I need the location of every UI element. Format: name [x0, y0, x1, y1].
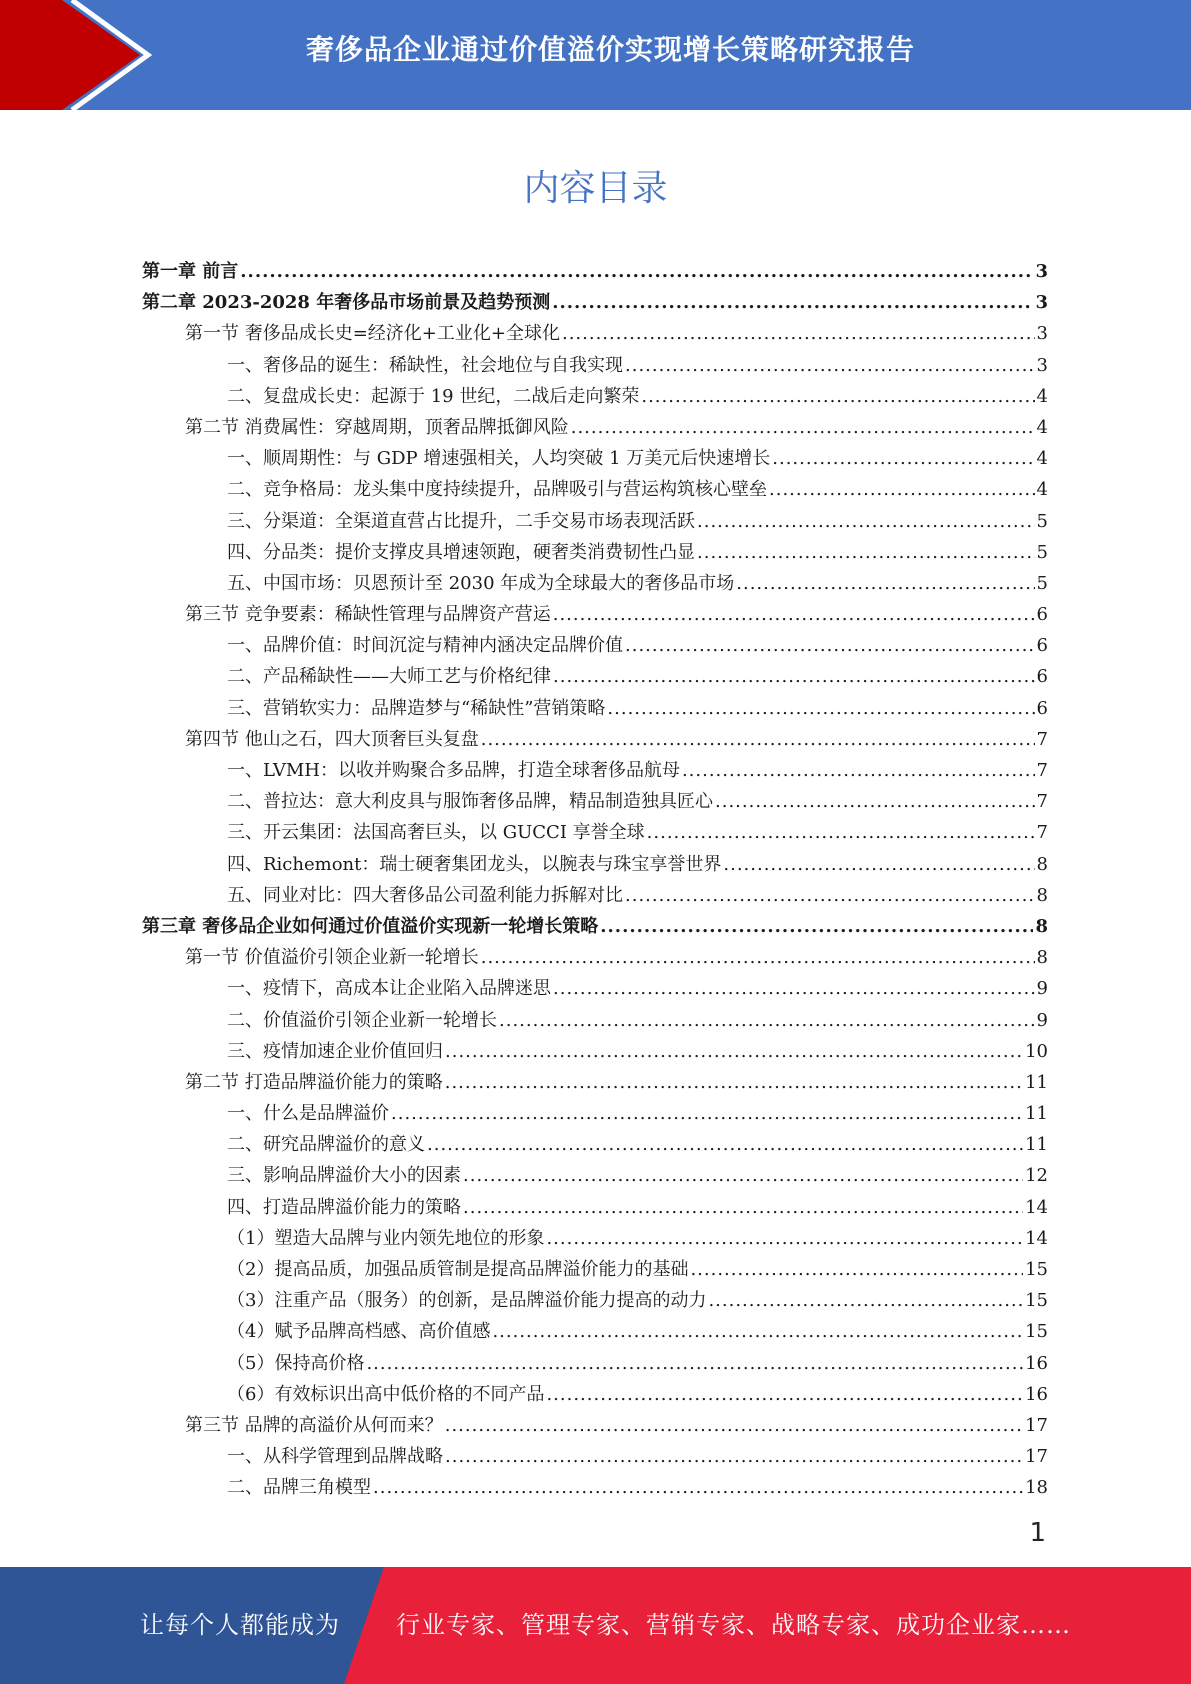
toc-entry-title: （2）提高品质，加强品质管制是提高品牌溢价能力的基础	[227, 1259, 689, 1280]
toc-entry-page: 5	[1036, 510, 1048, 532]
toc-dot-leader	[481, 942, 1035, 973]
toc-dot-leader	[769, 474, 1035, 505]
toc-entry[interactable]	[142, 318, 1048, 349]
toc-entry[interactable]	[142, 817, 1048, 848]
toc-entry-page: 17	[1025, 1414, 1048, 1436]
toc-entry-title: （5）保持高价格	[227, 1352, 365, 1374]
toc-entry-title: 第一节 价值溢价引领企业新一轮增长	[185, 947, 479, 969]
toc-entry-page: 18	[1025, 1477, 1048, 1499]
toc-dot-leader	[373, 1472, 1023, 1503]
toc-entry-page: 3	[1036, 354, 1048, 376]
toc-dot-leader	[445, 1036, 1023, 1067]
toc-entry[interactable]	[142, 911, 1048, 942]
toc-entry[interactable]	[142, 1441, 1048, 1472]
toc-entry-title: 第四节 他山之石，四大顶奢巨头复盘	[185, 728, 479, 750]
toc-entry-page: 11	[1025, 1134, 1048, 1156]
footer-band	[0, 1567, 1191, 1684]
toc-entry-title: 三、疫情加速企业价值回归	[227, 1040, 443, 1062]
toc-entry-page: 15	[1025, 1321, 1048, 1343]
toc-dot-leader	[445, 1067, 1023, 1098]
toc-entry[interactable]	[142, 1254, 1048, 1285]
toc-dot-leader	[625, 880, 1035, 911]
toc-entry[interactable]	[142, 880, 1048, 911]
toc-entry-title: 第二章 2023-2028 年奢侈品市场前景及趋势预测	[142, 292, 551, 314]
toc-dot-leader	[463, 1192, 1023, 1223]
toc-entry[interactable]	[142, 1410, 1048, 1441]
toc-entry-title: 第一章 前言	[142, 261, 239, 282]
toc-entry[interactable]	[142, 661, 1048, 692]
toc-entry[interactable]	[142, 1098, 1048, 1129]
toc-dot-leader	[445, 1410, 1023, 1441]
toc-dot-leader	[736, 568, 1034, 599]
toc-entry[interactable]	[142, 474, 1048, 505]
toc-entry-title: 一、从科学管理到品牌战略	[227, 1446, 443, 1468]
toc-entry-page: 8	[1035, 915, 1048, 937]
toc-entry-title: 第二节 打造品牌溢价能力的策略	[185, 1071, 443, 1093]
toc-entry[interactable]	[142, 1472, 1048, 1503]
table-of-contents	[142, 256, 1048, 1504]
toc-entry-title: 第三节 竞争要素：稀缺性管理与品牌资产营运	[185, 604, 551, 626]
toc-entry[interactable]	[142, 1067, 1048, 1098]
toc-entry-title: 二、竞争格局：龙头集中度持续提升，品牌吸引与营运构筑核心壁垒	[227, 479, 767, 501]
toc-entry-page: 3	[1036, 323, 1048, 345]
toc-entry-page: 7	[1036, 791, 1048, 813]
toc-entry-page: 4	[1036, 448, 1048, 470]
toc-entry-page: 10	[1025, 1040, 1048, 1062]
toc-dot-leader	[625, 350, 1035, 381]
toc-heading: 内容目录	[523, 168, 668, 209]
toc-entry[interactable]	[142, 973, 1048, 1004]
toc-entry[interactable]	[142, 443, 1048, 474]
toc-entry[interactable]	[142, 381, 1048, 412]
toc-entry-title: 三、营销软实力：品牌造梦与“稀缺性”营销策略	[227, 697, 606, 719]
toc-entry-page: 5	[1036, 541, 1048, 563]
toc-entry[interactable]	[142, 942, 1048, 973]
toc-dot-leader	[625, 630, 1035, 661]
toc-entry-title: 三、分渠道：全渠道直营占比提升，二手交易市场表现活跃	[227, 510, 695, 532]
toc-entry-title: 三、开云集团：法国高奢巨头，以 GUCCI 享誉全球	[227, 822, 645, 844]
toc-entry[interactable]	[142, 1129, 1048, 1160]
toc-entry-title: （1）塑造大品牌与业内领先地位的形象	[227, 1227, 545, 1249]
toc-entry-page: 7	[1036, 760, 1048, 781]
toc-entry-title: 二、品牌三角模型	[227, 1477, 371, 1499]
toc-entry-title: 一、顺周期性：与 GDP 增速强相关，人均突破 1 万美元后快速增长	[227, 448, 771, 470]
toc-entry-page: 8	[1036, 884, 1048, 906]
toc-entry-page: 8	[1036, 947, 1048, 969]
toc-entry-title: 五、中国市场：贝恩预计至 2030 年成为全球最大的奢侈品市场	[227, 572, 735, 594]
toc-entry-page: 6	[1036, 697, 1048, 719]
toc-dot-leader	[463, 1160, 1023, 1191]
toc-entry-title: 四、分品类：提价支撑皮具增速领跑，硬奢类消费韧性凸显	[227, 541, 695, 563]
toc-entry[interactable]	[142, 1036, 1048, 1067]
toc-dot-leader	[600, 911, 1033, 942]
toc-dot-leader	[366, 1348, 1023, 1379]
toc-entry[interactable]	[142, 537, 1048, 568]
toc-entry-page: 15	[1025, 1259, 1048, 1280]
toc-dot-leader	[553, 973, 1035, 1004]
toc-entry-title: 一、疫情下，高成本让企业陷入品牌迷思	[227, 978, 551, 1000]
toc-entry-title: 第一节 奢侈品成长史=经济化+工业化+全球化	[185, 323, 560, 345]
toc-entry[interactable]	[142, 1348, 1048, 1379]
toc-dot-leader	[571, 412, 1035, 443]
toc-entry[interactable]	[142, 1379, 1048, 1410]
toc-dot-leader	[647, 817, 1035, 848]
toc-entry-title: 二、普拉达：意大利皮具与服饰奢侈品牌，精品制造独具匠心	[227, 791, 713, 813]
toc-entry[interactable]	[142, 786, 1048, 817]
toc-entry-page: 3	[1035, 292, 1048, 314]
toc-entry-page: 6	[1036, 666, 1048, 688]
toc-entry[interactable]	[142, 1223, 1048, 1254]
toc-entry[interactable]	[142, 1160, 1048, 1191]
toc-entry-title: 一、LVMH：以收并购聚合多品牌，打造全球奢侈品航母	[227, 760, 680, 781]
toc-entry[interactable]	[142, 568, 1048, 599]
toc-entry[interactable]	[142, 287, 1048, 318]
toc-dot-leader	[772, 443, 1034, 474]
toc-entry[interactable]	[142, 1005, 1048, 1036]
toc-entry[interactable]	[142, 350, 1048, 381]
toc-dot-leader	[546, 1379, 1023, 1410]
report-title: 奢侈品企业通过价值溢价实现增长策略研究报告	[305, 33, 915, 66]
toc-dot-leader	[607, 693, 1034, 724]
toc-entry-title: 第二节 消费属性：穿越周期，顶奢品牌抵御风险	[185, 416, 569, 438]
toc-entry-title: 二、研究品牌溢价的意义	[227, 1134, 425, 1156]
toc-entry-page: 4	[1036, 385, 1048, 407]
toc-dot-leader	[682, 755, 1035, 786]
toc-dot-leader	[723, 849, 1034, 880]
toc-dot-leader	[445, 1441, 1023, 1472]
footer-slogan-right: 行业专家、管理专家、营销专家、战略专家、成功企业家……	[396, 1611, 1071, 1639]
toc-dot-leader	[562, 318, 1035, 349]
toc-dot-leader	[697, 506, 1035, 537]
toc-entry-title: 二、价值溢价引领企业新一轮增长	[227, 1009, 497, 1031]
toc-entry-title: 四、打造品牌溢价能力的策略	[227, 1196, 461, 1218]
toc-entry[interactable]	[142, 849, 1048, 880]
toc-entry-title: 三、影响品牌溢价大小的因素	[227, 1165, 461, 1187]
toc-dot-leader	[641, 381, 1034, 412]
toc-entry-title: 一、奢侈品的诞生：稀缺性，社会地位与自我实现	[227, 354, 623, 376]
header-band	[0, 0, 1191, 110]
toc-entry-page: 4	[1036, 479, 1048, 501]
toc-entry-page: 6	[1036, 604, 1048, 626]
toc-dot-leader	[492, 1316, 1023, 1347]
toc-entry-page: 8	[1036, 853, 1048, 875]
toc-dot-leader	[481, 724, 1035, 755]
toc-entry-page: 9	[1036, 978, 1048, 1000]
toc-entry[interactable]	[142, 630, 1048, 661]
toc-entry[interactable]	[142, 599, 1048, 630]
toc-entry[interactable]	[142, 412, 1048, 443]
toc-entry-page: 11	[1025, 1071, 1048, 1093]
toc-entry-page: 11	[1025, 1103, 1048, 1125]
toc-entry-title: 四、Richemont：瑞士硬奢集团龙头，以腕表与珠宝享誉世界	[227, 853, 722, 875]
toc-entry-title: 第三节 品牌的高溢价从何而来？	[185, 1414, 443, 1436]
toc-entry[interactable]	[142, 506, 1048, 537]
footer-slogan-left: 让每个人都能成为	[140, 1611, 340, 1639]
toc-dot-leader	[552, 287, 1033, 318]
toc-entry-page: 3	[1035, 261, 1048, 282]
toc-entry-page: 17	[1025, 1446, 1048, 1468]
toc-entry[interactable]	[142, 693, 1048, 724]
toc-entry-title: 二、产品稀缺性——大师工艺与价格纪律	[227, 666, 551, 688]
toc-entry-page: 9	[1036, 1009, 1048, 1031]
toc-entry[interactable]	[142, 256, 1048, 287]
toc-entry[interactable]	[142, 1192, 1048, 1223]
toc-dot-leader	[690, 1254, 1023, 1285]
toc-dot-leader	[553, 661, 1035, 692]
toc-dot-leader	[391, 1098, 1023, 1129]
toc-entry-page: 5	[1036, 572, 1048, 594]
toc-entry-title: 二、复盘成长史：起源于 19 世纪，二战后走向繁荣	[227, 385, 640, 407]
toc-dot-leader	[240, 256, 1033, 287]
toc-entry[interactable]	[142, 755, 1048, 786]
toc-dot-leader	[546, 1223, 1023, 1254]
toc-entry-page: 14	[1025, 1196, 1048, 1218]
toc-entry-page: 15	[1025, 1290, 1048, 1312]
toc-entry-page: 7	[1036, 822, 1048, 844]
toc-dot-leader	[708, 1285, 1023, 1316]
toc-entry-page: 14	[1025, 1227, 1048, 1249]
toc-entry-title: （3）注重产品（服务）的创新，是品牌溢价能力提高的动力	[227, 1290, 707, 1312]
toc-entry[interactable]	[142, 724, 1048, 755]
toc-entry-page: 16	[1025, 1352, 1048, 1374]
toc-entry-title: 五、同业对比：四大奢侈品公司盈利能力拆解对比	[227, 884, 623, 906]
toc-dot-leader	[427, 1129, 1023, 1160]
toc-entry-page: 12	[1025, 1165, 1048, 1187]
toc-entry-page: 4	[1036, 416, 1048, 438]
toc-dot-leader	[715, 786, 1035, 817]
toc-entry-page: 16	[1025, 1383, 1048, 1405]
toc-entry-title: （4）赋予品牌高档感、高价值感	[227, 1321, 491, 1343]
toc-entry[interactable]	[142, 1285, 1048, 1316]
toc-dot-leader	[697, 537, 1035, 568]
toc-entry[interactable]	[142, 1316, 1048, 1347]
toc-entry-title: 一、什么是品牌溢价	[227, 1103, 389, 1125]
toc-dot-leader	[553, 599, 1035, 630]
toc-entry-page: 7	[1036, 728, 1048, 750]
toc-entry-title: 一、品牌价值：时间沉淀与精神内涵决定品牌价值	[227, 635, 623, 657]
toc-dot-leader	[499, 1005, 1035, 1036]
toc-entry-page: 6	[1036, 635, 1048, 657]
toc-entry-title: 第三章 奢侈品企业如何通过价值溢价实现新一轮增长策略	[142, 915, 599, 937]
page-number: 1	[1029, 1518, 1046, 1548]
toc-entry-title: （6）有效标识出高中低价格的不同产品	[227, 1383, 545, 1405]
